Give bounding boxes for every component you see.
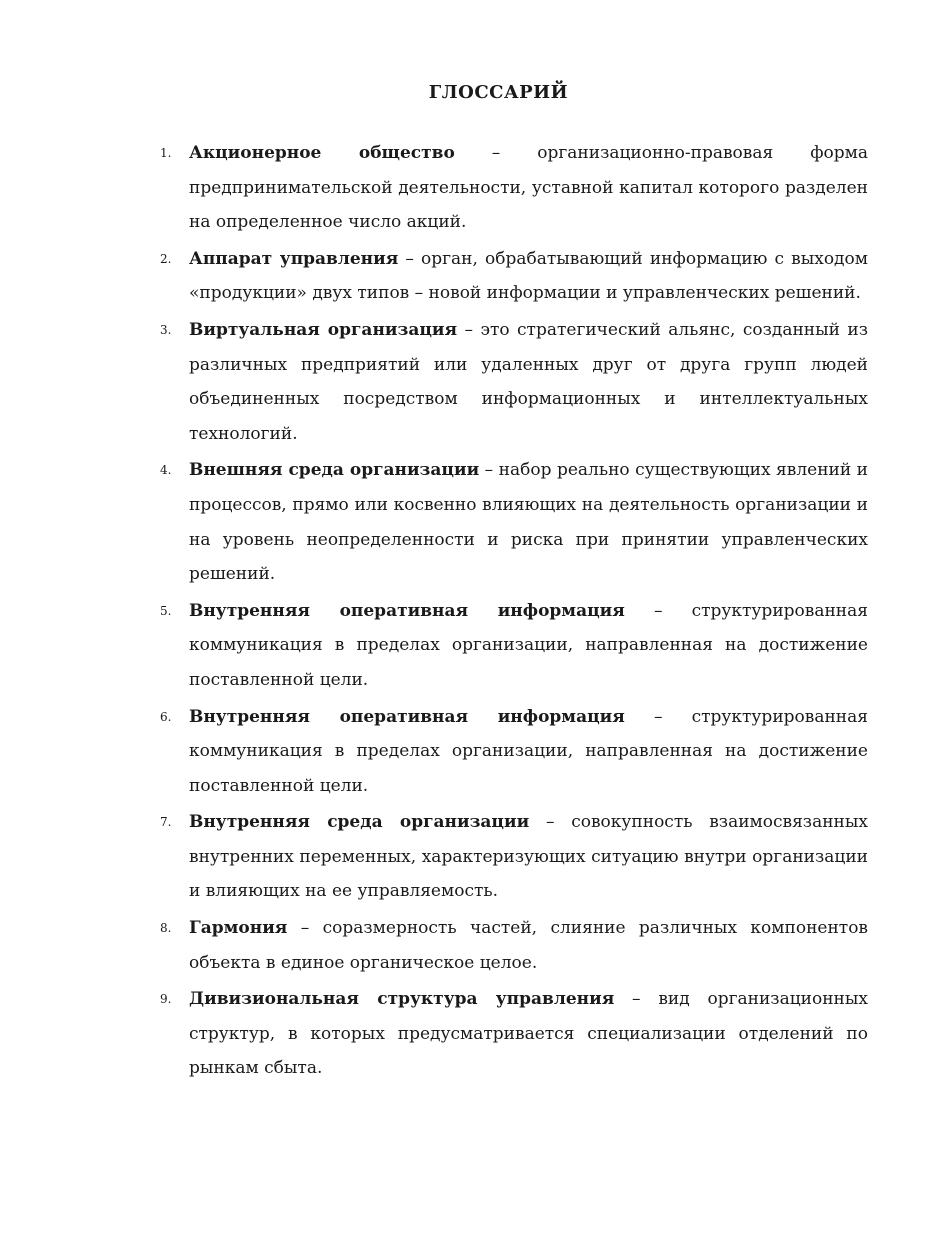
entry-term: Внутренняя оперативная информация	[189, 706, 625, 727]
entry-definition: – организационно-правовая форма предпринимательской деятельности, уставной капитал которого разделен на определенное число акций.	[189, 143, 868, 233]
glossary-entry-9	[150, 982, 868, 1086]
entry-definition: – структурированная коммуникация в пределах организации, направленная на достижение поставленной цели.	[189, 706, 868, 796]
entry-definition: – орган, обрабатывающий информацию с выходом «продукции» двух типов – новой информации и управленческих решений.	[189, 248, 868, 304]
entry-definition: – набор реально существующих явлений и процессов, прямо или косвенно влияющих на деятельность организации и на уровень неопределенности и риска при принятии управленческих решений.	[189, 460, 868, 585]
entry-number: 1.	[160, 146, 172, 160]
entry-definition: – соразмерность частей, слияние различных компонентов объекта в единое органическое целое.	[189, 918, 868, 973]
glossary-entry-5	[150, 594, 868, 698]
entry-definition: – вид организационных структур, в которых предусматривается специализации отделений по рынкам сбыта.	[189, 989, 868, 1079]
entry-term: Внутренняя среда организации	[189, 812, 530, 833]
entry-number: 4.	[160, 463, 172, 478]
glossary-list	[150, 136, 868, 1088]
entry-term: Внутренняя оперативная информация	[189, 600, 625, 621]
glossary-entry-7	[150, 805, 868, 909]
entry-term: Аппарат управления	[189, 248, 399, 269]
entry-number: 9.	[160, 992, 172, 1007]
glossary-entry-6	[150, 700, 868, 804]
glossary-entry-8	[150, 911, 868, 980]
entry-number: 7.	[160, 815, 172, 830]
glossary-entry-2	[150, 242, 868, 311]
entry-definition: – это стратегический альянс, созданный из различных предприятий или удаленных друг от друга групп людей объединенных посредством информационных и интеллектуальных технологий.	[189, 319, 869, 444]
entry-number: 6.	[160, 709, 172, 724]
glossary-entry-3	[150, 313, 868, 451]
entry-definition: – структурированная коммуникация в пределах организации, направленная на достижение поставленной цели.	[189, 600, 868, 690]
glossary-entry-1	[150, 136, 868, 240]
entry-term: Виртуальная организация	[189, 319, 458, 340]
entry-number: 5.	[160, 603, 172, 618]
entry-number: 2.	[160, 251, 172, 266]
entry-number: 8.	[160, 921, 172, 936]
entry-term: Внешняя среда организации	[189, 460, 480, 481]
entry-definition: – совокупность взаимосвязанных внутренних переменных, характеризующих ситуацию внутри организации и влияющих на ее управляемость.	[189, 812, 868, 902]
entry-term: Акционерное общество	[189, 143, 455, 163]
entry-number: 3.	[160, 322, 172, 337]
page-title: ГЛОССАРИЙ	[428, 82, 569, 103]
entry-term: Гармония	[189, 918, 288, 939]
entry-term: Дивизиональная структура управления	[189, 989, 615, 1010]
glossary-entry-4	[150, 453, 868, 591]
